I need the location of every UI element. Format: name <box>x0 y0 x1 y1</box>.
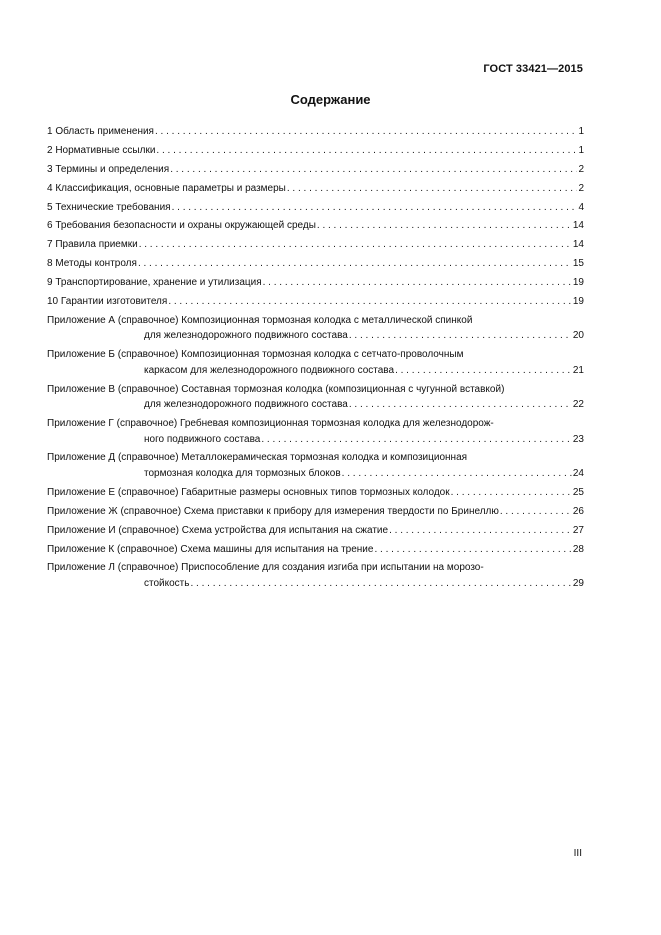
toc-entry-page: 1 <box>578 144 584 156</box>
toc-dot-leader <box>451 485 572 501</box>
toc-entry[interactable] <box>47 275 584 291</box>
toc-entry-title: Приложение Е (справочное) Габаритные размеры основных типов тормозных колодок <box>47 486 450 498</box>
toc-entry-title: 7 Правила приемки <box>47 239 138 251</box>
toc-entry-title: Приложение В (справочное) Составная тормозная колодка (композиционная с чугунной вставкой) <box>47 383 505 395</box>
toc-dot-leader <box>156 143 577 159</box>
toc-dot-leader <box>389 523 572 539</box>
toc-entry-title: Приложение К (справочное) Схема машины для испытания на трение <box>47 543 374 555</box>
toc-entry-title: 1 Область применения <box>47 126 154 137</box>
toc-entry-title-continuation: тормозная колодка для тормозных блоков <box>144 467 341 479</box>
toc-dot-leader <box>374 542 571 558</box>
toc-entry-title-continuation: для железнодорожного подвижного состава <box>144 330 348 342</box>
toc-entry[interactable] <box>47 181 584 197</box>
toc-dot-leader <box>261 432 572 448</box>
toc-entry-title: 5 Технические требования <box>47 201 171 213</box>
toc-dot-leader <box>172 200 578 216</box>
toc-entry-title-continuation: для железнодорожного подвижного состава <box>144 399 348 411</box>
toc-entry[interactable] <box>47 485 584 501</box>
toc-dot-leader <box>287 181 578 197</box>
toc-entry-title: 4 Классификация, основные параметры и размеры <box>47 182 286 194</box>
toc-dot-leader <box>155 124 577 140</box>
toc-entry[interactable] <box>47 523 584 539</box>
toc-dot-leader <box>342 466 572 482</box>
toc-entry-page: 22 <box>572 399 584 411</box>
toc-dot-leader <box>190 576 571 592</box>
toc-entry-title: 8 Методы контроля <box>47 258 137 270</box>
toc-entry-page: 19 <box>572 277 584 289</box>
toc-dot-leader <box>317 218 572 234</box>
toc-entry[interactable] <box>47 347 584 378</box>
toc-entry-title: Приложение И (справочное) Схема устройства для испытания на сжатие <box>47 524 389 536</box>
toc-entry-page: 20 <box>572 330 584 342</box>
toc-dot-leader <box>263 275 572 291</box>
toc-entry[interactable] <box>47 560 584 591</box>
toc-dot-leader <box>138 256 572 272</box>
toc-entry-page: 25 <box>572 486 584 498</box>
toc-entry-page: 4 <box>578 201 584 213</box>
toc-entry[interactable] <box>47 124 584 140</box>
toc-entry-page: 23 <box>572 433 584 445</box>
toc-entry-page: 26 <box>572 505 584 517</box>
toc-entry-page: 21 <box>572 364 584 376</box>
toc-entry-page: 2 <box>578 163 584 175</box>
toc-entry-title-continuation: ного подвижного состава <box>144 433 261 445</box>
toc-entry-page: 1 <box>578 126 584 137</box>
toc-entry[interactable] <box>47 382 584 413</box>
toc-dot-leader <box>395 363 572 379</box>
toc-entry-title-continuation: стойкость <box>144 577 190 589</box>
toc-entry[interactable] <box>47 162 584 178</box>
toc-entry-page: 15 <box>572 258 584 270</box>
toc-entry-title: Приложение Л (справочное) Приспособление для создания изгиба при испытании на морозо- <box>47 562 484 574</box>
toc-entry[interactable] <box>47 416 584 447</box>
toc-entry-page: 14 <box>572 239 584 251</box>
page-number: III <box>573 848 582 859</box>
toc-entry-page: 2 <box>578 182 584 194</box>
toc-entry-title: 2 Нормативные ссылки <box>47 144 156 156</box>
toc-entry[interactable] <box>47 256 584 272</box>
toc-entry-page: 24 <box>572 467 584 479</box>
toc-dot-leader <box>349 328 572 344</box>
toc-entry[interactable] <box>47 237 584 253</box>
toc-entry-title: Приложение Д (справочное) Металлокерамическая тормозная колодка и композиционная <box>47 452 468 464</box>
toc-entry[interactable] <box>47 218 584 234</box>
toc-dot-leader <box>349 397 572 413</box>
toc-entry-page: 14 <box>572 220 584 232</box>
toc-entry-title: Приложение А (справочное) Композиционная тормозная колодка с металлической спинкой <box>47 314 473 326</box>
toc-entry-title: 3 Термины и определения <box>47 163 170 175</box>
toc-entry[interactable] <box>47 450 584 481</box>
toc-entry-page: 19 <box>572 296 584 308</box>
toc-entry-title: Приложение Г (справочное) Гребневая композиционная тормозная колодка для железнодорож- <box>47 418 494 430</box>
toc-dot-leader <box>170 162 577 178</box>
toc-entry-title: 6 Требования безопасности и охраны окружающей среды <box>47 220 316 232</box>
toc-title: Содержание <box>290 92 371 107</box>
toc-entry[interactable] <box>47 504 584 520</box>
toc-entry-title-continuation: каркасом для железнодорожного подвижного состава <box>144 364 395 376</box>
toc-dot-leader <box>500 504 572 520</box>
toc-entry-page: 28 <box>572 543 584 555</box>
toc-entry-title: Приложение Ж (справочное) Схема приставки к прибору для измерения твердости по Бринеллю <box>47 505 499 517</box>
toc-entry-title: Приложение Б (справочное) Композиционная тормозная колодка с сетчато-проволочным <box>47 349 464 361</box>
table-of-contents <box>47 124 584 595</box>
toc-entry-title: 9 Транспортирование, хранение и утилизация <box>47 277 262 289</box>
toc-entry[interactable] <box>47 313 584 344</box>
document-code: ГОСТ 33421—2015 <box>483 63 583 75</box>
toc-entry[interactable] <box>47 200 584 216</box>
toc-dot-leader <box>139 237 572 253</box>
toc-entry[interactable] <box>47 143 584 159</box>
toc-dot-leader <box>168 294 572 310</box>
toc-entry[interactable] <box>47 542 584 558</box>
toc-entry-page: 27 <box>572 524 584 536</box>
toc-entry-title: 10 Гарантии изготовителя <box>47 296 168 308</box>
toc-entry[interactable] <box>47 294 584 310</box>
toc-entry-page: 29 <box>572 577 584 589</box>
